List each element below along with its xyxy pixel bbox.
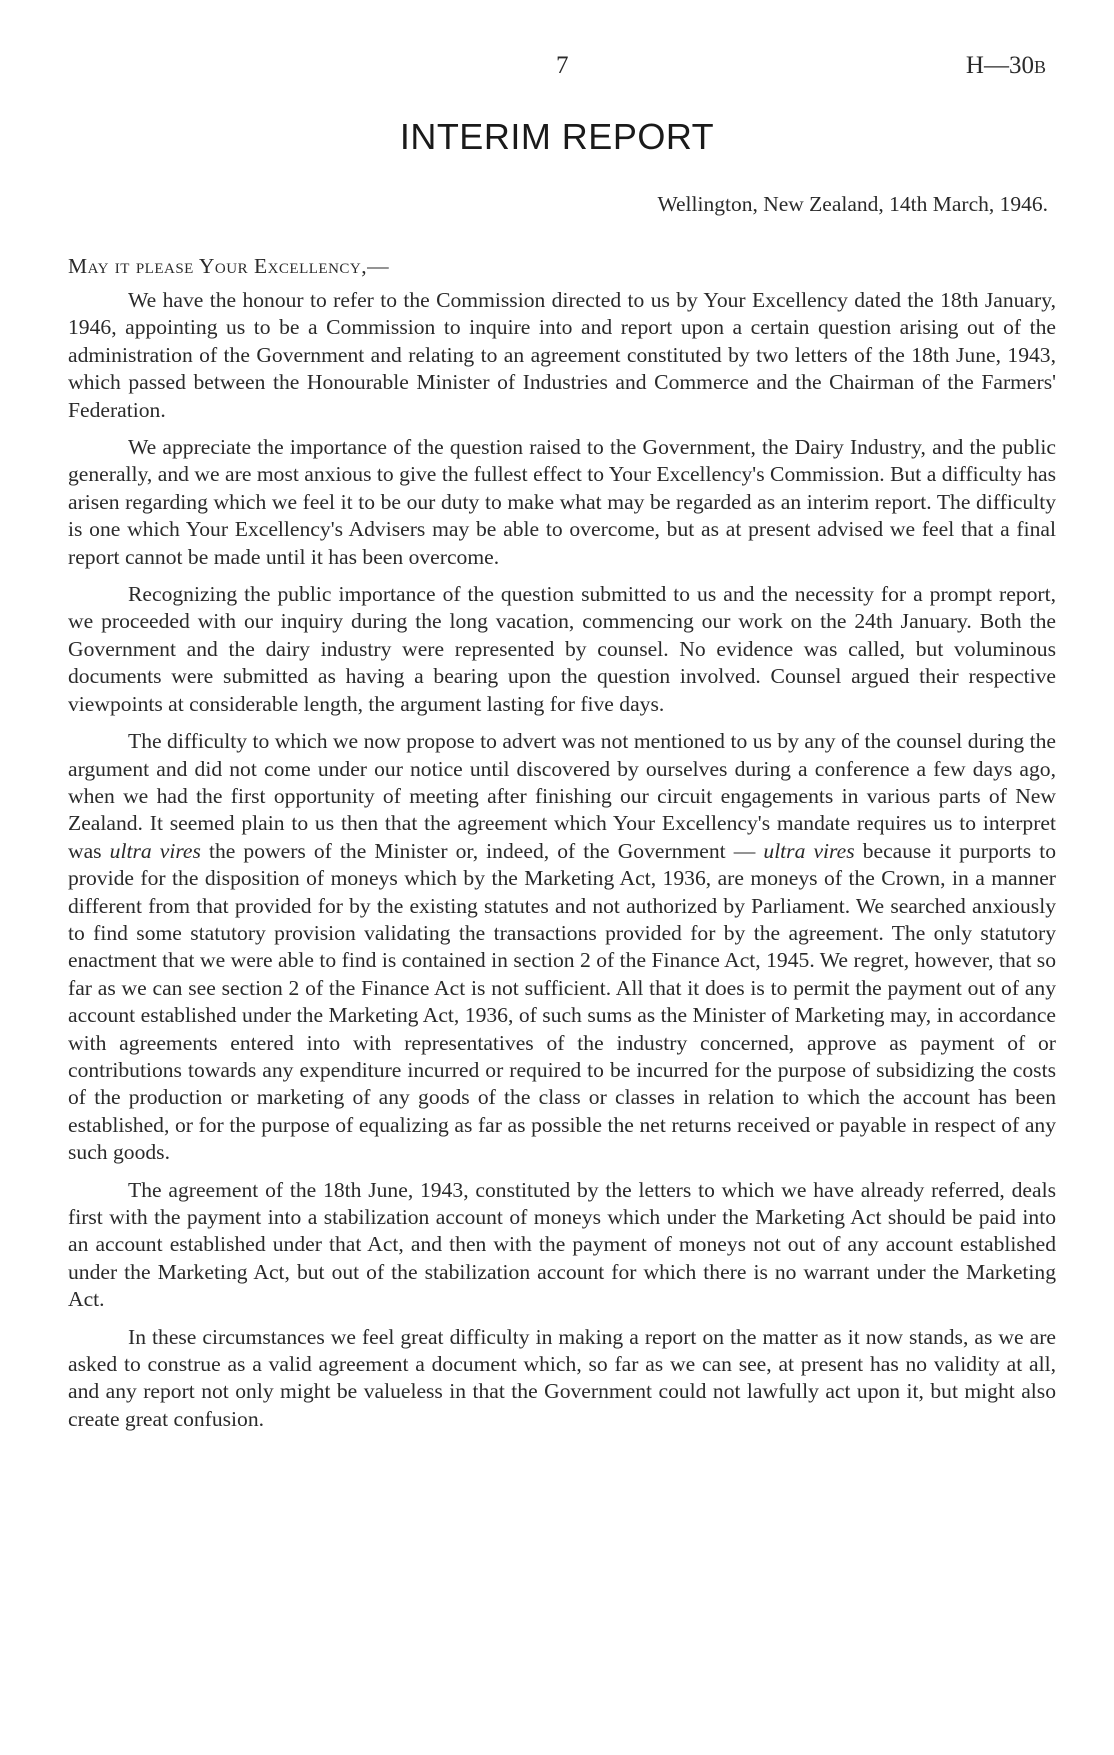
document-code-suffix: B <box>1033 57 1046 77</box>
paragraph-2: We appreciate the importance of the question raised to the Government, the Dairy Industry, and the public generally, and we are most anxious to give the fullest effect to Your Excellency's Commission. But a difficulty has arisen regarding which we feel it to be our duty to make what may be regarded as an interim report. The difficulty is one which Your Excellency's Advisers may be able to overcome, but as at present advised we feel that a final report cannot be made until it has been overcome. <box>68 435 1056 569</box>
report-body <box>68 287 1056 1443</box>
document-code <box>966 52 1046 80</box>
paragraph-1: We have the honour to refer to the Commission directed to us by Your Excellency dated the 18th January, 1946, appointing us to be a Commission to inquire into and report upon a certain question arising out of the administration of the Government and relating to an agreement constituted by two letters of the 18th June, 1943, which passed between the Honourable Minister of Industries and Commerce and the Chairman of the Farmers' Federation. <box>68 288 1056 422</box>
salutation: May it please Your Excellency,— <box>68 254 390 278</box>
paragraph-4 <box>68 728 1056 1167</box>
document-code-prefix: H—30 <box>965 52 1034 79</box>
page-number: 7 <box>556 52 569 79</box>
paragraph-6: In these circumstances we feel great difficulty in making a report on the matter as it now stands, as we are asked to construe as a valid agreement a document which, so far as we can see, at present has no validity at all, and any report not only might be valueless in that the Government could not lawfully act upon it, but might also create great confusion. <box>68 1324 1056 1431</box>
paragraph-5: The agreement of the 18th June, 1943, constituted by the letters to which we have already referred, deals first with the payment into a stabilization account of moneys which under the Marketing Act should be paid into an account established under that Act, and then with the payment of moneys not out of any account established under the Marketing Act, but out of the stabilization account for which there is no warrant under the Marketing Act. <box>68 1177 1056 1312</box>
paragraph-4-part-a: The difficulty to which we now propose to advert was not mentioned to us by any of the counsel during the argument and did not come under our notice until discovered by ourselves during a conference a few days ago, when we had the first opportunity of meeting after finishing our circuit engagements in various parts of New Zealand. It seemed plain to us then that the agreement which Your Excellency's mandate requires us to interpret was <box>68 729 1056 863</box>
paragraph-3: Recognizing the public importance of the question submitted to us and the necessity for a prompt report, we proceeded with our inquiry during the long vacation, commencing our work on the 24th January. Both the Government and the dairy industry were represented by counsel. No evidence was called, but voluminous documents were submitted as having a bearing upon the question involved. Counsel argued their respective viewpoints at considerable length, the argument lasting for five days. <box>68 582 1056 716</box>
dateline: Wellington, New Zealand, 14th March, 1946. <box>657 192 1048 216</box>
paragraph-4-part-c: because it purports to provide for the disposition of moneys which by the Marketing Act, 1936, are moneys of the Crown, in a manner different from that provided for by the existing statutes and not authorized by Parliament. We searched anxiously to find some statutory provision validating the transactions provided for by the agreement. The only statutory enactment that we were able to find is contained in section 2 of the Finance Act, 1945. We regret, however, that so far as we can see section 2 of the Finance Act is not sufficient. All that it does is to permit the payment out of any account established under the Marketing Act, 1936, of such sums as the Minister of Marketing may, in accordance with agreements entered into with representatives of the industry concerned, approve as payment of or contributions towards any expenditure incurred or required to be incurred for the purpose of subsidizing the costs of the production or marketing of any goods of the class or classes in relation to which the account has been established, or for the purpose of equalizing as far as possible the net returns received or payable in respect of any such goods. <box>68 838 1056 1165</box>
paragraph-4-part-b: the powers of the Minister or, indeed, of the Government — <box>208 838 756 863</box>
ultra-vires-term-1: ultra vires <box>109 838 201 863</box>
ultra-vires-term-2: ultra vires <box>763 838 855 863</box>
report-title: INTERIM REPORT <box>399 116 715 157</box>
